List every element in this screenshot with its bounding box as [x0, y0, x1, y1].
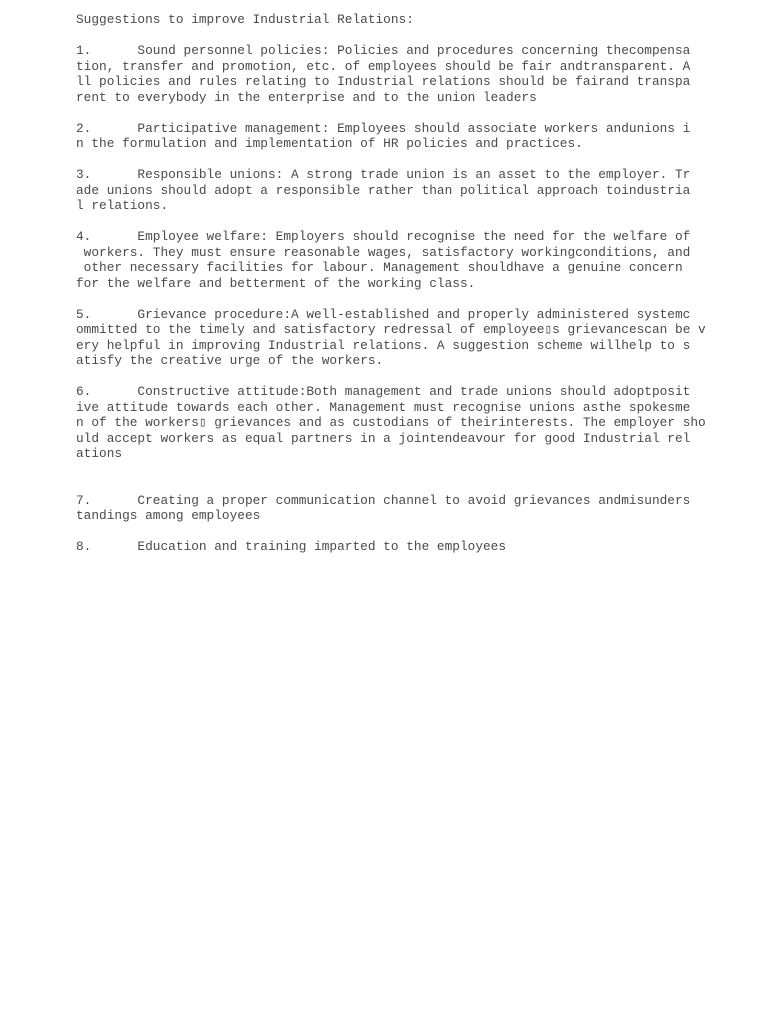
list-item — [76, 307, 756, 369]
list-item — [76, 121, 756, 152]
text-line: ery helpful in improving Industrial relations. A suggestion scheme willhelp to s — [76, 337, 691, 353]
text-line: 8. Education and training imparted to the employees — [76, 539, 507, 554]
text-line: 7. Creating a proper communication channel to avoid grievances andmisunders — [76, 492, 691, 508]
list-item — [76, 493, 756, 524]
list-item — [76, 384, 756, 462]
text-line: ations — [76, 446, 123, 461]
text-line: 1. Sound personnel policies: Policies and procedures concerning thecompensa — [76, 43, 691, 58]
document-page — [76, 12, 756, 555]
text-line: ive attitude towards each other. Management must recognise unions asthe spokesme — [76, 399, 691, 415]
text-line: rent to everybody in the enterprise and to the union leaders — [76, 89, 537, 105]
text-line: 5. Grievance procedure:A well-established and properly administered systemc — [76, 306, 691, 322]
text-line: l relations. — [76, 198, 169, 213]
text-line: ade unions should adopt a responsible rather than political approach toindustria — [76, 182, 691, 198]
text-line: other necessary facilities for labour. Management shouldhave a genuine concern — [76, 260, 683, 275]
text-line: for the welfare and betterment of the working class. — [76, 275, 476, 291]
text-line: uld accept workers as equal partners in a jointendeavour for good Industrial rel — [76, 430, 691, 446]
text-line: tion, transfer and promotion, etc. of employees should be fair andtransparent. A — [76, 58, 691, 74]
text-line: ommitted to the timely and satisfactory redressal of employee▯s grievancescan be v — [76, 322, 706, 337]
text-line: 4. Employee welfare: Employers should recognise the need for the welfare of — [76, 229, 691, 244]
text-line: n the formulation and implementation of HR policies and practices. — [76, 136, 583, 151]
text-line: ll policies and rules relating to Industrial relations should be fairand transpa — [76, 74, 691, 89]
list-item — [76, 229, 756, 291]
document-title: Suggestions to improve Industrial Relations: — [76, 12, 414, 27]
text-line: workers. They must ensure reasonable wages, satisfactory workingconditions, and — [76, 244, 691, 260]
list-item — [76, 539, 756, 555]
list-item — [76, 167, 756, 214]
text-line: 2. Participative management: Employees should associate workers andunions i — [76, 120, 691, 136]
text-line: 3. Responsible unions: A strong trade union is an asset to the employer. Tr — [76, 167, 691, 182]
text-line: tandings among employees — [76, 508, 261, 523]
text-line: 6. Constructive attitude:Both management and trade unions should adoptposit — [76, 384, 691, 399]
text-line: n of the workers▯ grievances and as custodians of theirinterests. The employer sho — [76, 415, 706, 430]
list-item — [76, 43, 756, 105]
text-line: atisfy the creative urge of the workers. — [76, 353, 384, 368]
